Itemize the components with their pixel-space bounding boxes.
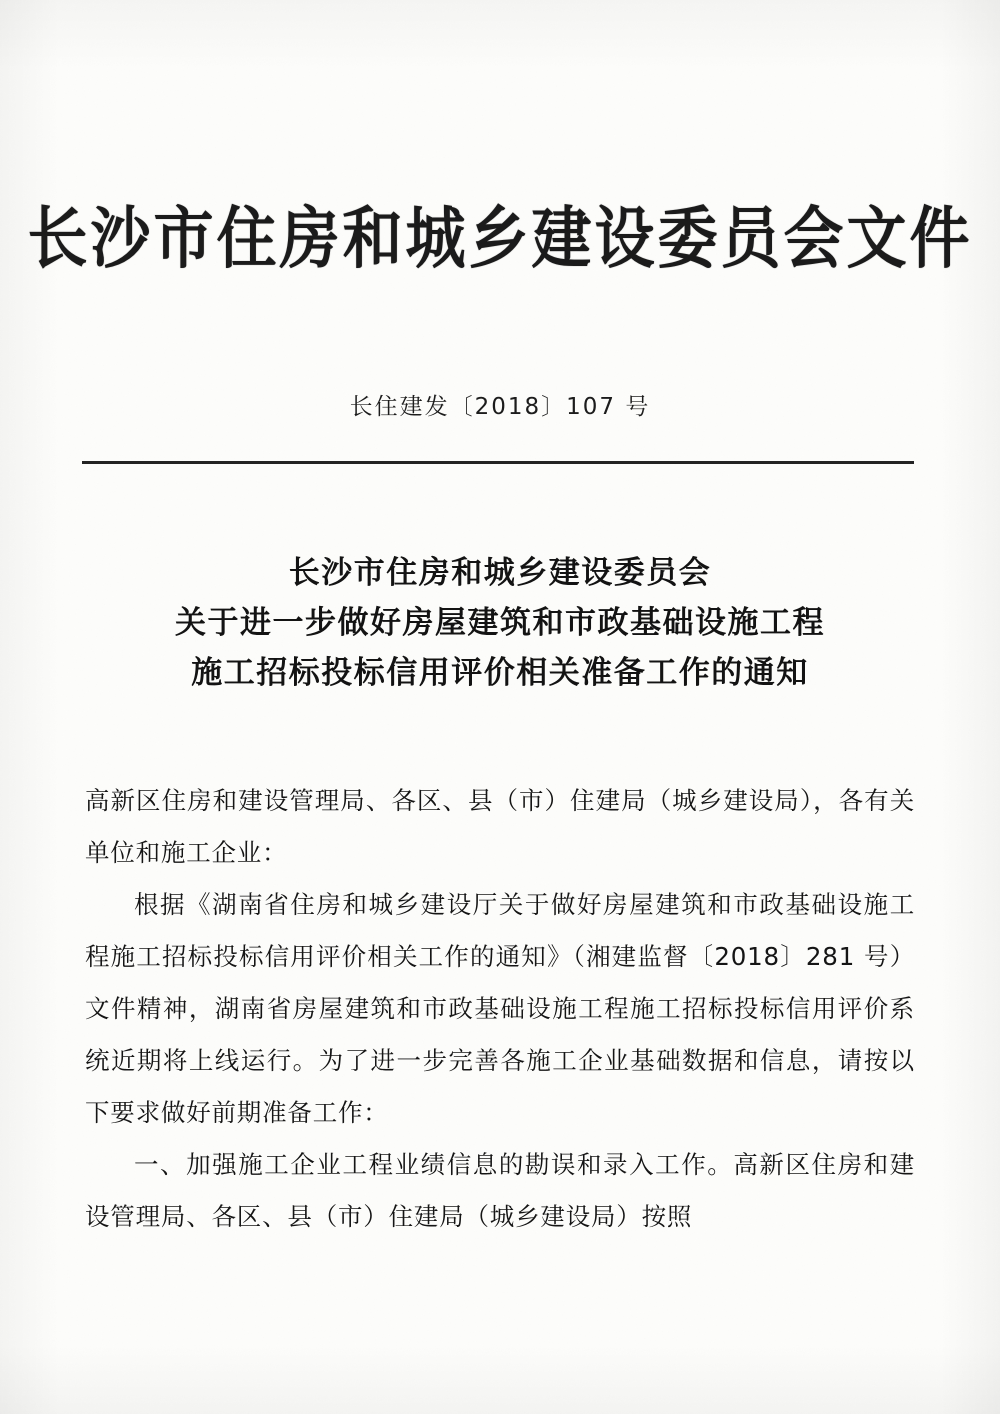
title-line-1: 长沙市住房和城乡建设委员会 [288, 555, 712, 591]
title-line-3: 施工招标投标信用评价相关准备工作的通知 [191, 655, 809, 692]
document-body [85, 775, 915, 1243]
header-divider-rule [82, 461, 914, 464]
document-title [60, 548, 940, 699]
body-paragraph-1: 根据《湖南省住房和城乡建设厅关于做好房屋建筑和市政基础设施工程施工招标投标信用评价相关工作的通知》（湘建监督〔2018〕281 号）文件精神，湖南省房屋建筑和市政基础设施工程施工招标投标信用评价系统近期将上线运行。为了进一步完善各施工企业基础数据和信息，请按以下要求做好前期准备工作： [85, 890, 915, 1127]
title-line-2: 关于进一步做好房屋建筑和市政基础设施工程 [175, 605, 825, 642]
document-masthead: 长沙市住房和城乡建设委员会文件 [27, 199, 973, 279]
body-paragraph-salutation: 高新区住房和建设管理局、各区、县（市）住建局（城乡建设局），各有关单位和施工企业： [85, 786, 915, 867]
document-number: 长住建发〔2018〕107 号 [349, 394, 651, 420]
body-paragraph-2: 一、加强施工企业工程业绩信息的勘误和录入工作。高新区住房和建设管理局、各区、县（市）住建局（城乡建设局）按照 [85, 1150, 915, 1231]
